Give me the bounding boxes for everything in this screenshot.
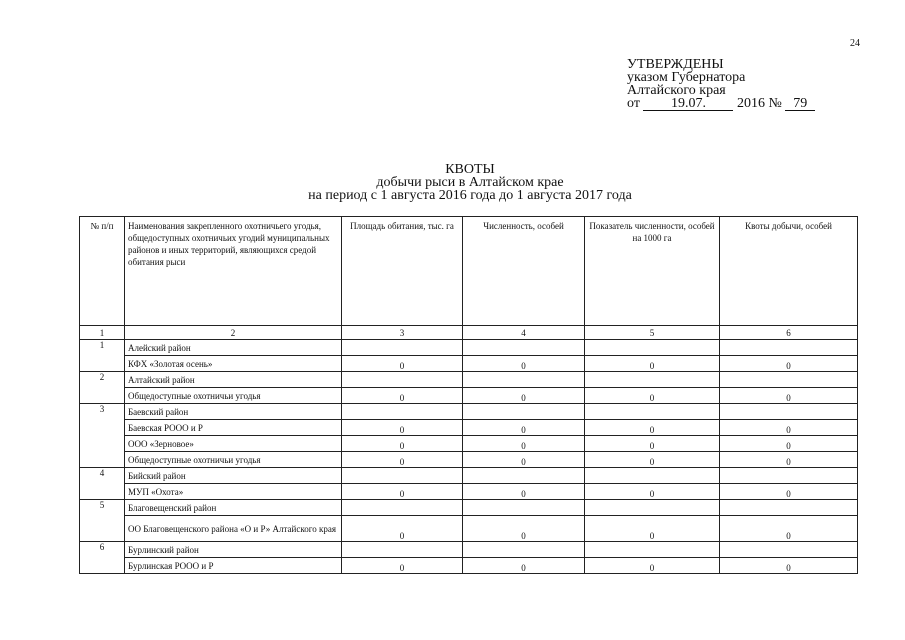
hunting-ground-name: Общедоступные охотничьи угодья bbox=[125, 452, 342, 468]
district-name: Баевский район bbox=[125, 404, 342, 420]
district-name: Алейский район bbox=[125, 340, 342, 356]
table-row bbox=[80, 558, 858, 574]
district-row bbox=[80, 542, 858, 558]
quota-value: 0 bbox=[720, 436, 858, 452]
quota-value: 0 bbox=[720, 356, 858, 372]
density-value: 0 bbox=[585, 356, 720, 372]
district-number: 5 bbox=[80, 500, 125, 542]
district-row bbox=[80, 500, 858, 516]
header-quota: Квоты добычи, особей bbox=[720, 217, 858, 326]
density-value: 0 bbox=[585, 484, 720, 500]
district-number: 6 bbox=[80, 542, 125, 574]
district-number: 1 bbox=[80, 340, 125, 372]
empty-cell bbox=[342, 340, 463, 356]
hunting-ground-name: Общедоступные охотничьи угодья bbox=[125, 388, 342, 404]
empty-cell bbox=[342, 372, 463, 388]
empty-cell bbox=[463, 404, 585, 420]
decree-number: 79 bbox=[785, 98, 815, 111]
area-value: 0 bbox=[342, 484, 463, 500]
density-value: 0 bbox=[585, 558, 720, 574]
empty-cell bbox=[342, 542, 463, 558]
count-value: 0 bbox=[463, 436, 585, 452]
header-row bbox=[80, 217, 858, 326]
empty-cell bbox=[720, 404, 858, 420]
empty-cell bbox=[342, 468, 463, 484]
quota-value: 0 bbox=[720, 558, 858, 574]
quota-value: 0 bbox=[720, 516, 858, 542]
district-row bbox=[80, 372, 858, 388]
empty-cell bbox=[720, 500, 858, 516]
decree-year: 2016 bbox=[736, 96, 765, 111]
area-value: 0 bbox=[342, 420, 463, 436]
density-value: 0 bbox=[585, 420, 720, 436]
document-subtitle: добычи рыси в Алтайском крае bbox=[376, 175, 564, 190]
area-value: 0 bbox=[342, 436, 463, 452]
district-number: 3 bbox=[80, 404, 125, 468]
header-count: Численность, особей bbox=[463, 217, 585, 326]
column-number: 6 bbox=[720, 326, 858, 340]
count-value: 0 bbox=[463, 558, 585, 574]
empty-cell bbox=[720, 542, 858, 558]
table-row bbox=[80, 388, 858, 404]
hunting-ground-name: Бурлинская РООО и Р bbox=[125, 558, 342, 574]
empty-cell bbox=[585, 404, 720, 420]
count-value: 0 bbox=[463, 452, 585, 468]
from-label: от bbox=[627, 96, 640, 111]
district-name: Бийский район bbox=[125, 468, 342, 484]
district-row bbox=[80, 468, 858, 484]
empty-cell bbox=[585, 372, 720, 388]
empty-cell bbox=[342, 500, 463, 516]
quota-table bbox=[79, 216, 858, 574]
number-label: № bbox=[768, 96, 782, 111]
area-value: 0 bbox=[342, 388, 463, 404]
table-row bbox=[80, 356, 858, 372]
area-value: 0 bbox=[342, 356, 463, 372]
table-row bbox=[80, 516, 858, 542]
column-number-row bbox=[80, 326, 858, 340]
table-row bbox=[80, 452, 858, 468]
table-row bbox=[80, 420, 858, 436]
count-value: 0 bbox=[463, 516, 585, 542]
approval-date-line bbox=[627, 97, 815, 111]
density-value: 0 bbox=[585, 436, 720, 452]
hunting-ground-name: Баевская РООО и Р bbox=[125, 420, 342, 436]
page-number: 24 bbox=[850, 38, 860, 49]
header-no: № п/п bbox=[80, 217, 125, 326]
district-number: 2 bbox=[80, 372, 125, 404]
column-number: 2 bbox=[125, 326, 342, 340]
area-value: 0 bbox=[342, 558, 463, 574]
area-value: 0 bbox=[342, 516, 463, 542]
empty-cell bbox=[463, 468, 585, 484]
empty-cell bbox=[720, 372, 858, 388]
column-number: 1 bbox=[80, 326, 125, 340]
hunting-ground-name: КФХ «Золотая осень» bbox=[125, 356, 342, 372]
density-value: 0 bbox=[585, 516, 720, 542]
empty-cell bbox=[463, 542, 585, 558]
quota-table-body bbox=[80, 217, 858, 574]
decree-date: 19.07. bbox=[643, 98, 733, 111]
document-title: КВОТЫ bbox=[445, 162, 495, 177]
district-number: 4 bbox=[80, 468, 125, 500]
district-name: Алтайский район bbox=[125, 372, 342, 388]
quota-value: 0 bbox=[720, 484, 858, 500]
empty-cell bbox=[463, 500, 585, 516]
column-number: 3 bbox=[342, 326, 463, 340]
district-row bbox=[80, 340, 858, 356]
header-name: Наименования закрепленного охотничьего угодья, общедоступных охотничьих угодий муниципальных районов и иных территорий, являющихся средой обитания рыси bbox=[125, 217, 342, 326]
empty-cell bbox=[720, 468, 858, 484]
count-value: 0 bbox=[463, 420, 585, 436]
quota-value: 0 bbox=[720, 452, 858, 468]
density-value: 0 bbox=[585, 452, 720, 468]
empty-cell bbox=[585, 542, 720, 558]
area-value: 0 bbox=[342, 452, 463, 468]
column-number: 4 bbox=[463, 326, 585, 340]
district-name: Бурлинский район bbox=[125, 542, 342, 558]
count-value: 0 bbox=[463, 484, 585, 500]
empty-cell bbox=[585, 468, 720, 484]
approval-authority: указом Губернатора bbox=[627, 70, 746, 85]
table-row bbox=[80, 436, 858, 452]
count-value: 0 bbox=[463, 388, 585, 404]
empty-cell bbox=[342, 404, 463, 420]
column-number: 5 bbox=[585, 326, 720, 340]
count-value: 0 bbox=[463, 356, 585, 372]
district-row bbox=[80, 404, 858, 420]
district-name: Благовещенский район bbox=[125, 500, 342, 516]
empty-cell bbox=[720, 340, 858, 356]
empty-cell bbox=[463, 372, 585, 388]
empty-cell bbox=[463, 340, 585, 356]
quota-value: 0 bbox=[720, 388, 858, 404]
quota-value: 0 bbox=[720, 420, 858, 436]
document-period: на период с 1 августа 2016 года до 1 августа 2017 года bbox=[308, 188, 632, 203]
table-row bbox=[80, 484, 858, 500]
header-density: Показатель численности, особей на 1000 га bbox=[585, 217, 720, 326]
approval-block bbox=[627, 58, 815, 111]
approval-region: Алтайского края bbox=[627, 83, 726, 98]
hunting-ground-name: МУП «Охота» bbox=[125, 484, 342, 500]
approval-heading: УТВЕРЖДЕНЫ bbox=[627, 57, 724, 72]
hunting-ground-name: ОО Благовещенского района «О и Р» Алтайского края bbox=[125, 516, 342, 542]
hunting-ground-name: ООО «Зерновое» bbox=[125, 436, 342, 452]
empty-cell bbox=[585, 500, 720, 516]
header-area: Площадь обитания, тыс. га bbox=[342, 217, 463, 326]
density-value: 0 bbox=[585, 388, 720, 404]
empty-cell bbox=[585, 340, 720, 356]
